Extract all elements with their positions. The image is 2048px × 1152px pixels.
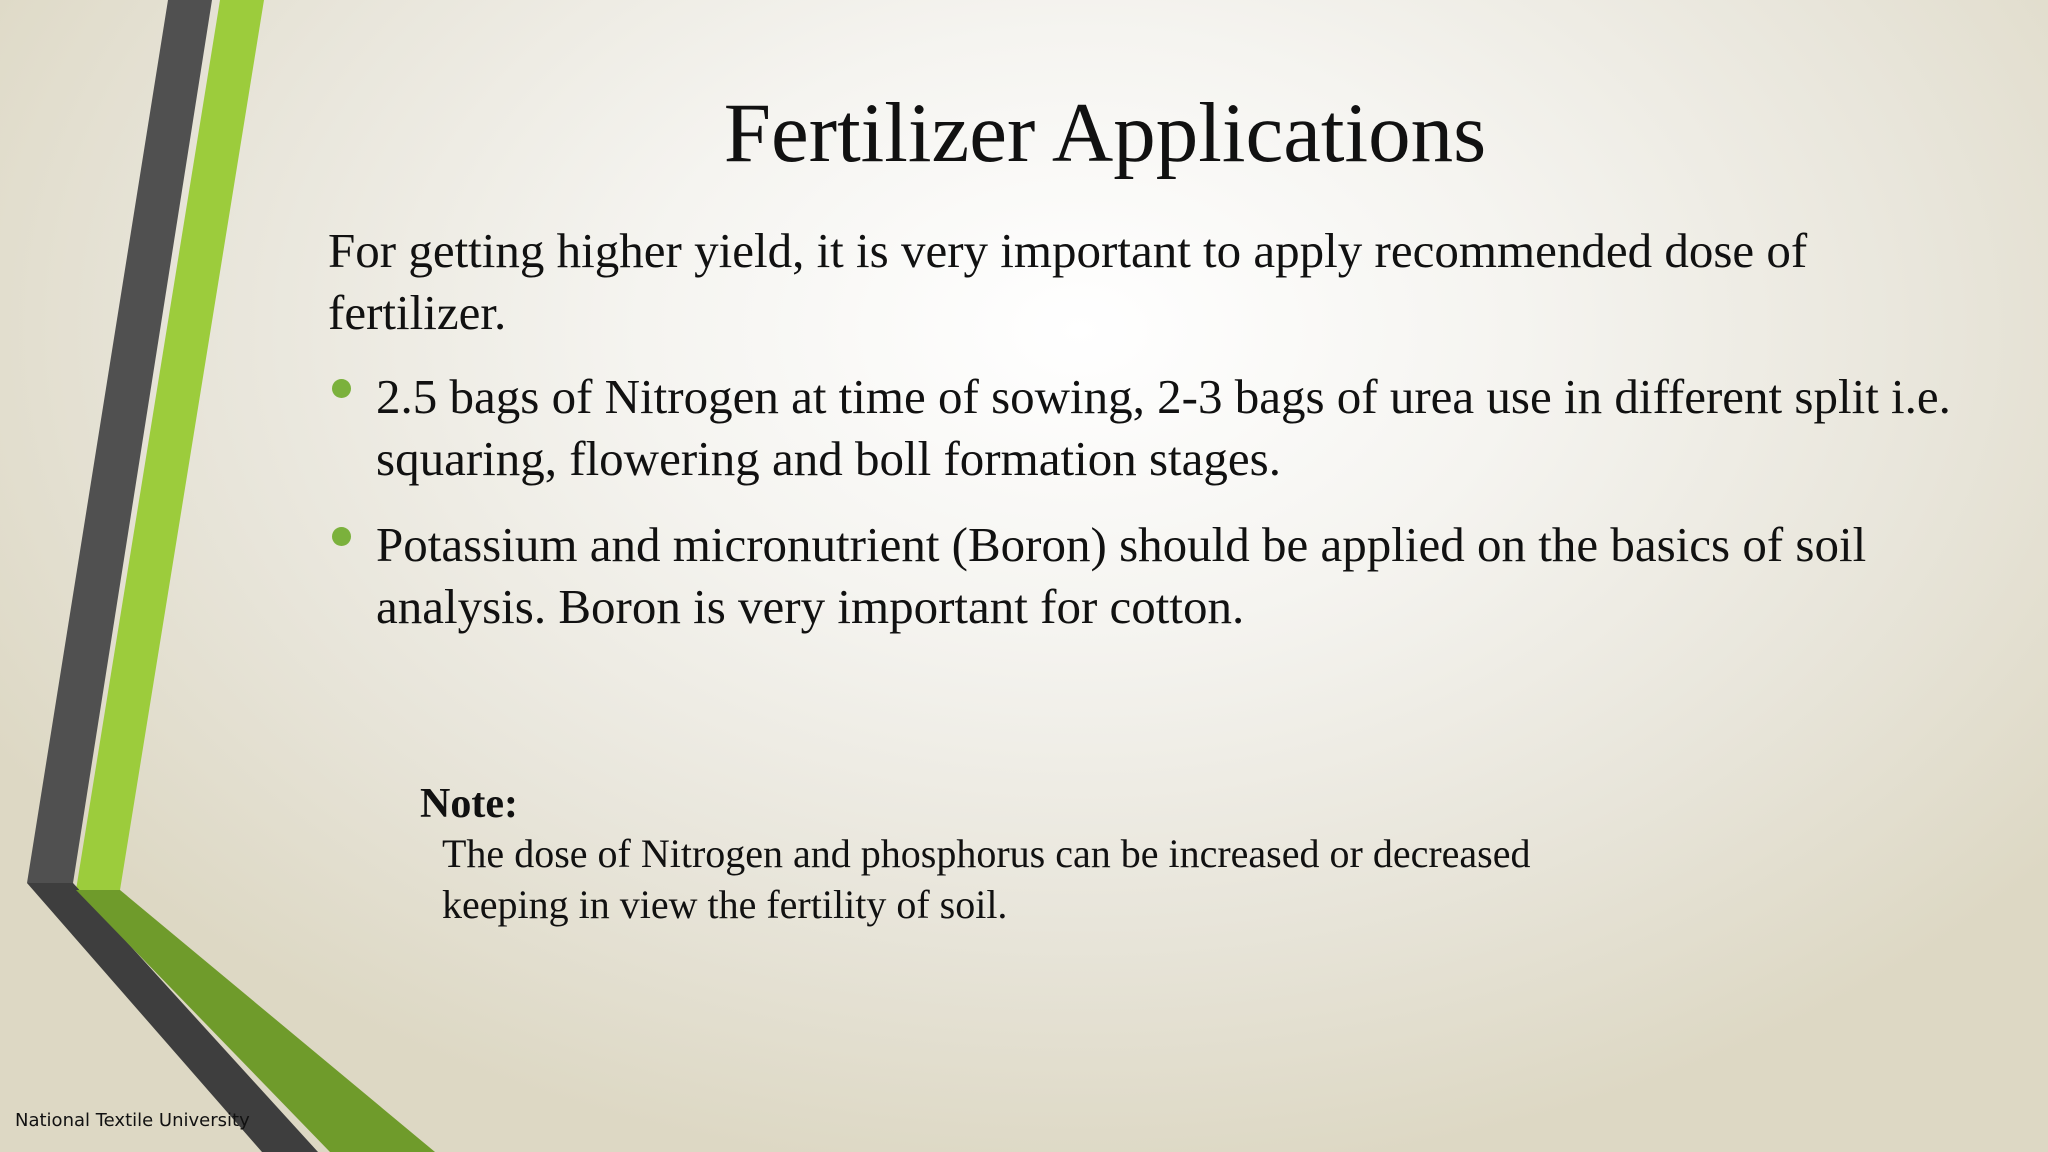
note-text-line: keeping in view the fertility of soil.: [442, 882, 1008, 927]
footer-institution: National Textile University: [15, 1110, 250, 1131]
bullet-item: [328, 366, 1968, 490]
note-text-line: The dose of Nitrogen and phosphorus can be increased or decreased: [442, 831, 1531, 876]
bullet-text: Potassium and micronutrient (Boron) should be applied on the basics of soil analysis. Boron is very important for cotton.: [376, 517, 1867, 634]
note-text: [442, 828, 1742, 930]
slide-title: Fertilizer Applications: [723, 86, 1487, 180]
bullet-item: [328, 514, 1968, 638]
bullet-list: [328, 366, 1968, 662]
bullet-dot-icon: [332, 379, 351, 398]
intro-paragraph: For getting higher yield, it is very important to apply recommended dose of fertilizer.: [328, 223, 1808, 340]
bullet-text: 2.5 bags of Nitrogen at time of sowing, 2-3 bags of urea use in different split i.e. squaring, flowering and boll formation stages.: [376, 369, 1951, 486]
note-label: Note:: [420, 781, 518, 827]
bullet-dot-icon: [332, 527, 351, 546]
